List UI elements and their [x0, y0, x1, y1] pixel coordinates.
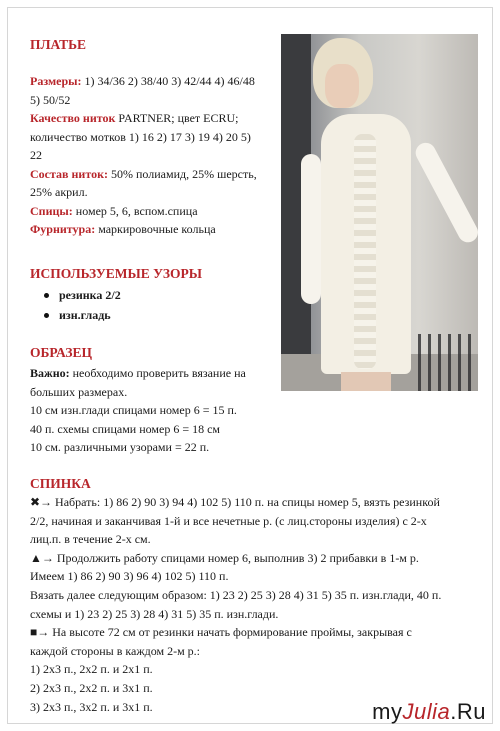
instruction-line: ▲→ Продолжить работу спицами номер 6, выполнив 3) 2 прибавки в 1-м р. — [30, 550, 419, 565]
sample-line — [30, 438, 209, 456]
back-heading: СПИНКА — [30, 476, 91, 491]
field-value: 22 — [30, 148, 42, 162]
field-value: маркировочные кольца — [95, 222, 216, 236]
instruction-line: Вязать далее следующим образом: 1) 23 2) 25 3) 28 4) 31 5) 35 п. изн.глади, 40 п. — [30, 588, 442, 602]
site-logo: myJulia.Ru — [372, 699, 486, 724]
field-label: Размеры: — [30, 74, 82, 88]
instruction-line: лиц.п. в течение 2-х см. — [30, 532, 151, 547]
instruction-line: каждой стороны в каждом 2-м р.: — [30, 643, 201, 658]
sample-text: 10 см. различными узорами = 22 п. — [30, 440, 210, 454]
field-label: Качество ниток — [30, 111, 116, 125]
field-value: номер 5, 6, вспом.спица — [72, 203, 198, 218]
field-label: Фурнитура: — [30, 222, 96, 236]
sample-text: необходимо проверить вязание на — [69, 366, 246, 380]
instruction-line: 3) 2x3 п., 3x2 п. и 3x1 п. — [30, 699, 153, 714]
sample-line — [30, 401, 237, 419]
instruction-line: 2/2, начиная и заканчивая 1-й и все нечетные р. (с лиц.стороны изделия) с 2-х — [30, 513, 427, 528]
field-label: Состав ниток: — [30, 166, 108, 181]
instruction-line: 2) 2x3 п., 2x2 п. и 3x1 п. — [30, 681, 153, 695]
sample-text: 40 п. схемы спицами номер 6 = 18 см — [30, 421, 221, 436]
note-label: Важно: — [30, 366, 70, 380]
instruction-line: ■→ На высоте 72 см от резинки начать формирование проймы, закрывая с — [30, 625, 412, 640]
model-photo — [281, 34, 478, 391]
pattern-item: изн.гладь — [44, 308, 111, 323]
sample-heading: ОБРАЗЕЦ — [30, 345, 92, 360]
sample-line — [30, 383, 127, 401]
instruction-line: ✖→ Набрать: 1) 86 2) 90 3) 94 4) 102 5) 110 п. на спицы номер 5, вязть резинкой — [30, 495, 440, 509]
param-line — [30, 183, 88, 201]
field-value: количество мотков 1) 16 2) 17 3) 19 4) 20 5) — [30, 129, 251, 144]
pattern-item: резинка 2/2 — [44, 288, 121, 303]
sample-text: 10 см изн.глади спицами номер 6 = 15 п. — [30, 403, 237, 417]
param-line — [30, 202, 198, 220]
param-line — [30, 165, 257, 183]
instruction-line: Имеем 1) 86 2) 90 3) 96 4) 102 5) 110 п. — [30, 569, 229, 584]
sample-line — [30, 364, 246, 382]
field-value: 1) 34/36 2) 38/40 3) 42/44 4) 46/48 — [81, 74, 255, 88]
param-line — [30, 91, 70, 109]
param-line — [30, 146, 42, 164]
param-line — [30, 128, 251, 146]
patterns-heading: ИСПОЛЬЗУЕМЫЕ УЗОРЫ — [30, 266, 202, 281]
param-line — [30, 220, 216, 238]
param-line — [30, 72, 255, 90]
instruction-line: 1) 2x3 п., 2x2 п. и 2x1 п. — [30, 662, 153, 677]
field-value: PARTNER; цвет ECRU; — [115, 111, 239, 125]
sample-line — [30, 420, 220, 438]
field-value: 5) 50/52 — [30, 92, 71, 107]
sample-text: больших размерах. — [30, 384, 128, 399]
field-value: 25% акрил. — [30, 185, 88, 199]
page-title: ПЛАТЬЕ — [30, 37, 87, 52]
instruction-line: схемы и 1) 23 2) 25 3) 28 4) 31 5) 35 п. изн.глади. — [30, 606, 279, 621]
field-value: 50% полиамид, 25% шерсть, — [108, 166, 257, 181]
param-line — [30, 109, 239, 127]
field-label: Спицы: — [30, 203, 73, 218]
